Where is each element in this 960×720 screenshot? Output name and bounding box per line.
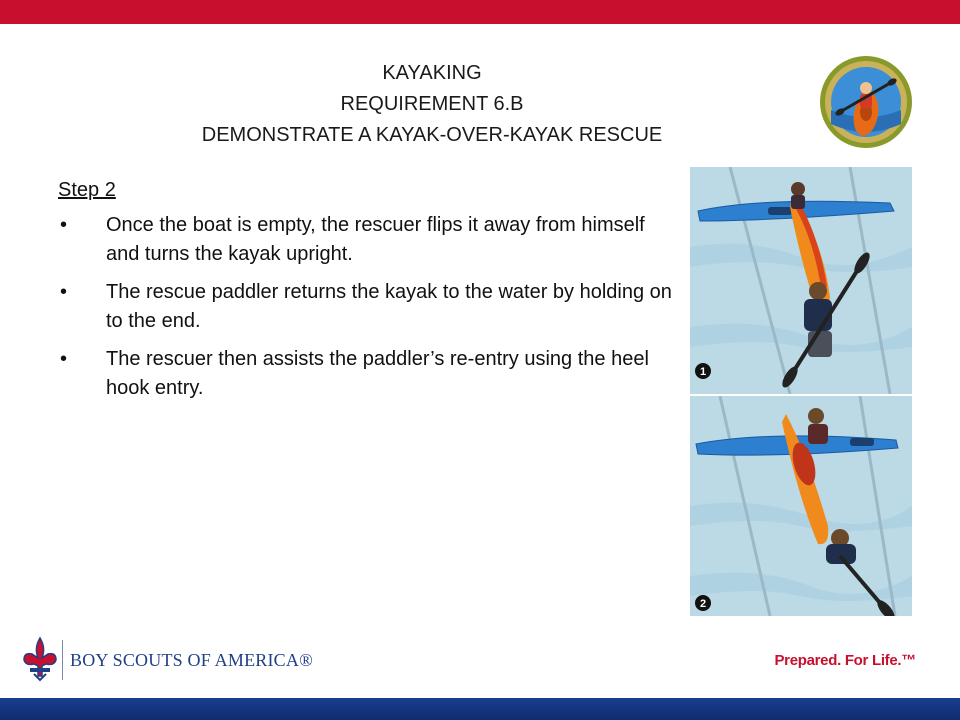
top-red-bar xyxy=(0,0,960,24)
bullet-item xyxy=(58,278,678,336)
title-line-3: DEMONSTRATE A KAYAK-OVER-KAYAK RESCUE xyxy=(201,124,663,146)
organization-name: BOY SCOUTS OF AMERICA® xyxy=(70,650,313,670)
bottom-blue-bar xyxy=(0,698,960,720)
rescue-photo-step-1 xyxy=(690,167,912,394)
bullet-text: The rescuer then assists the paddler’s re-entry using the heel hook entry. xyxy=(106,348,649,399)
slide-body xyxy=(58,176,678,412)
rescue-photo-step-2 xyxy=(690,396,912,616)
bullet-dot-icon: • xyxy=(60,348,68,370)
motto-text: Prepared. For Life.™ xyxy=(774,652,916,669)
bullet-dot-icon: • xyxy=(60,281,68,303)
bsa-logo xyxy=(20,636,320,684)
photo-number-1: 1 xyxy=(699,366,707,378)
bullet-dot-icon: • xyxy=(60,214,68,236)
fleur-de-lis-icon xyxy=(20,636,60,682)
bullet-text: The rescue paddler returns the kayak to the water by holding on to the end. xyxy=(106,281,672,332)
logo-divider xyxy=(62,640,63,680)
bullet-text: Once the boat is empty, the rescuer flips it away from himself and turns the kayak upright. xyxy=(106,214,645,265)
slide-title xyxy=(150,58,714,151)
title-line-2: REQUIREMENT 6.B xyxy=(340,93,524,115)
bullet-item xyxy=(58,345,678,403)
bullet-item xyxy=(58,211,678,269)
title-line-1: KAYAKING xyxy=(382,62,482,84)
step-label: Step 2 xyxy=(58,179,116,201)
photo-number-2: 2 xyxy=(699,598,707,610)
kayaking-merit-badge-icon xyxy=(818,54,914,150)
